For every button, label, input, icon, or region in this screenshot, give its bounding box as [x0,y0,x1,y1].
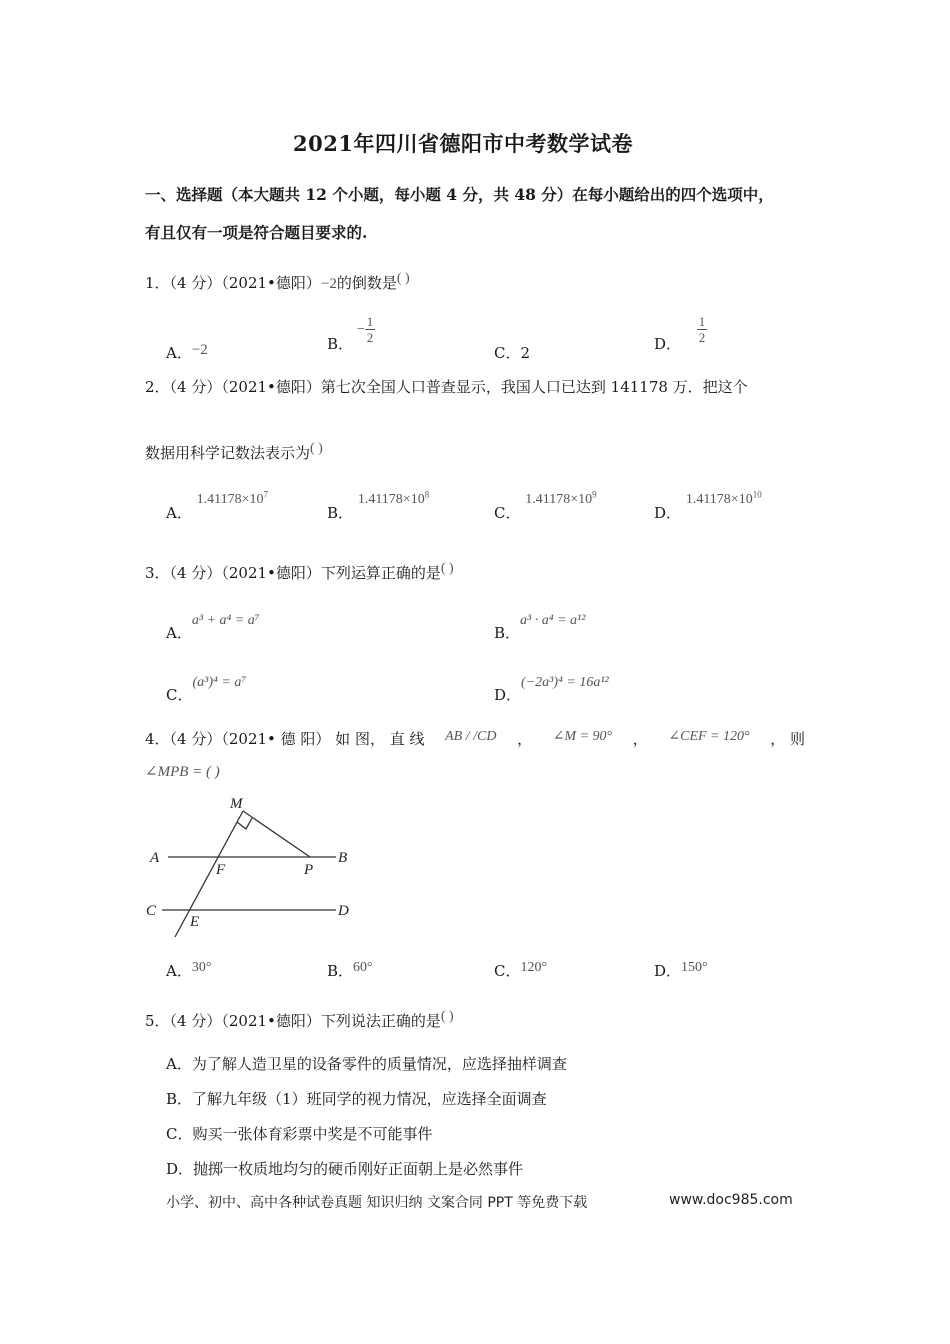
q2-option-a-exponent: 7 [263,489,269,500]
q5-stem [145,1010,454,1031]
q4-option-a-value: 30° [191,960,212,975]
q3-option-a [166,613,260,643]
q1-stem [145,272,410,293]
q3-answer-paren: ( ) [440,561,454,576]
q1-option-b-fraction [365,314,375,345]
q1-option-d-numerator: 1 [698,314,706,329]
q2-answer-paren: ( ) [310,441,323,456]
q4-option-a [166,960,211,981]
q3-option-d [494,675,609,705]
q3-option-d-label: D． [494,686,522,704]
q2-option-d-label: D． [654,504,682,522]
q4-option-c [494,960,547,981]
q3-option-b [494,613,586,643]
q1-option-b-sign: − [357,321,365,337]
q3-option-d-value: (−2a³)⁴ = 16a¹² [521,675,609,690]
q2-option-d-exponent: 10 [752,489,762,500]
q1-option-d-fraction [697,314,707,345]
footer-website-link[interactable]: www.doc985.com [669,1192,793,1208]
q3-option-a-label: A． [166,624,192,642]
label-b: B [338,850,348,866]
q5-option-c: C．购买一张体育彩票中奖是不可能事件 [166,1125,433,1143]
q3-option-c-value: (a³)⁴ = a⁷ [192,675,247,690]
q4-expr-parallel: AB / /CD [445,729,497,744]
q4-expr-angle-cef: ∠CEF = 120° [668,729,750,744]
q3-option-b-value: a³ · a⁴ = a¹² [520,613,586,628]
footer-promo-text: 小学、初中、高中各种试卷真题 知识归纳 文案合同 PPT 等免费下载 [166,1195,588,1211]
q2-stem-line1: 2．（4 分）（2021•德阳）第七次全国人口普查显示，我国人口已达到 141178 万．把这个 [145,378,748,396]
q1-option-d [654,314,707,353]
q4-stem-line1 [145,728,805,749]
q2-option-a-base: 1.41178×10 [196,492,264,507]
q2-option-a-label: A． [166,504,192,522]
q1-option-c: C．2 [494,344,531,362]
segment-mp [243,811,310,857]
q2-option-b-value [357,489,430,507]
q2-option-c-base: 1.41178×10 [525,492,593,507]
q1-option-b-numerator: 1 [366,314,374,329]
q3-option-c [166,675,247,705]
q2-option-a-value [196,489,269,507]
q1-option-a-label: A． [166,344,192,362]
q4-stem-line2: ∠MPB = ( ) [145,764,220,780]
label-p: P [304,862,314,878]
q4-sep2: ， [632,730,648,748]
q2-stem-line2 [145,442,323,463]
q3-option-b-label: B． [494,624,521,642]
transversal-mf [175,811,243,937]
q1-option-b-label: B． [327,335,354,353]
q4-option-d [654,960,708,981]
label-e: E [190,914,200,930]
q1-answer-paren: ( ) [396,271,410,286]
section-header-line2: 有且仅有一项是符合题目要求的. [145,223,368,242]
q1-option-d-label: D． [654,335,682,353]
q2-option-d-value [685,489,762,507]
q5-answer-paren: ( ) [440,1009,454,1024]
q4-expr-angle-m: ∠M = 90° [552,729,613,744]
label-m: M [230,796,243,812]
q1-option-b [327,314,375,353]
label-c: C [146,903,157,919]
label-f: F [216,862,226,878]
q2-stem-line2-text: 数据用科学记数法表示为 [145,444,311,462]
right-angle-mark [237,818,252,829]
section-header-line1: 一、选择题（本大题共 12 个小题，每小题 4 分，共 48 分）在每小题给出的四个选项中， [145,185,774,204]
q2-option-c-value [525,489,597,507]
q4-option-c-label: C． [494,962,521,980]
q4-option-b-label: B． [327,962,354,980]
q1-stem-tail: 的倒数是 [336,274,397,292]
q5-stem-text: 5．（4 分）（2021•德阳）下列说法正确的是 [145,1012,441,1030]
q4-stem-suffix: ， 则 [770,730,805,748]
q3-stem [145,562,454,583]
q4-option-a-label: A． [166,962,192,980]
q3-option-a-value: a³ + a⁴ = a⁷ [191,613,260,628]
q2-option-c-label: C． [494,504,521,522]
q5-option-b: B．了解九年级（1）班同学的视力情况，应选择全面调查 [166,1090,547,1108]
q4-option-b-value: 60° [353,960,373,975]
q1-stem-prefix: 1．（4 分）（2021•德阳） [145,274,321,292]
q4-option-b [327,960,373,981]
page-title: 2021年四川省德阳市中考数学试卷 [293,131,633,156]
q2-option-c-exponent: 9 [592,489,597,500]
q1-option-a [166,342,208,363]
q3-option-c-label: C． [166,686,193,704]
q2-option-b-base: 1.41178×10 [357,492,425,507]
q1-option-d-denominator: 2 [698,330,706,345]
q4-option-d-value: 150° [681,960,708,975]
q1-option-a-value: −2 [191,342,208,358]
q4-geometry-figure [140,792,370,944]
q3-stem-text: 3．（4 分）（2021•德阳）下列运算正确的是 [145,564,441,582]
q5-option-d: D．抛掷一枚质地均匀的硬币刚好正面朝上是必然事件 [166,1160,524,1178]
q2-option-b-exponent: 8 [424,489,430,500]
label-d: D [338,903,349,919]
q4-option-d-label: D． [654,962,682,980]
q2-option-b-label: B． [327,504,354,522]
q4-sep1: ， [517,730,533,748]
q1-expr: −2 [320,276,337,292]
q2-option-d-base: 1.41178×10 [685,492,753,507]
q4-option-c-value: 120° [520,960,548,975]
q5-option-a: A．为了解人造卫星的设备零件的质量情况，应选择抽样调查 [166,1055,567,1073]
q4-stem-prefix: 4．（4 分）（2021• 德 阳） 如 图， 直 线 [145,730,425,748]
label-a: A [150,850,160,866]
q1-option-b-denominator: 2 [366,330,374,345]
